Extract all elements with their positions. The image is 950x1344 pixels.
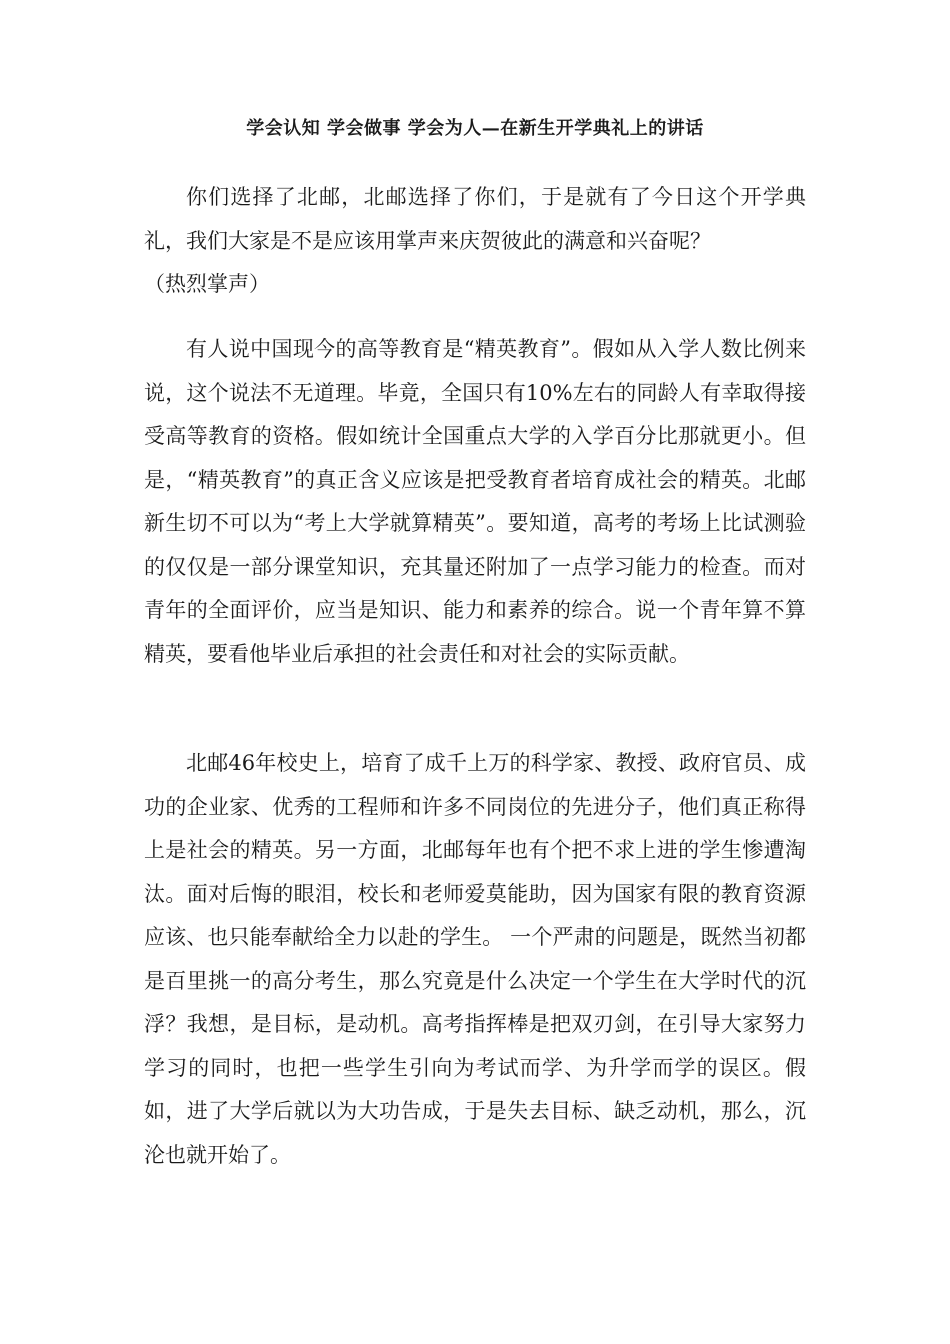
document-title: 学会认知 学会做事 学会为人—在新生开学典礼上的讲话	[246, 118, 704, 139]
paragraph-1-text: 你们选择了北邮，北邮选择了你们，于是就有了今日这个开学典礼，我们大家是不是应该用掌声来庆贺彼此的满意和兴奋呢？	[144, 185, 806, 253]
paragraph-1-note: （热烈掌声）	[144, 272, 270, 296]
paragraph-3: 北邮46年校史上，培育了成千上万的科学家、教授、政府官员、成功的企业家、优秀的工程师和许多不同岗位的先进分子，他们真正称得上是社会的精英。另一方面，北邮每年也有个把不求上进的学生惨遭淘汰。面对后悔的眼泪，校长和老师爱莫能助，因为国家有限的教育资源应该、也只能奉献给全力以赴的学生。 一个严肃的问题是，既然当初都是百里挑一的高分考生，那么究竟是什么决定一个学生在大学时代的沉浮？我想，是目标，是动机。高考指挥棒是把双刃剑，在引导大家努力学习的同时，也把一些学生引向为考试而学、为升学而学的误区。假如，进了大学后就以为大功告成，于是失去目标、缺乏动机，那么，沉沦也就开始了。	[144, 751, 806, 1167]
paragraph-2: 有人说中国现今的高等教育是“精英教育”。假如从入学人数比例来说，这个说法不无道理。毕竟，全国只有10%左右的同龄人有幸取得接受高等教育的资格。假如统计全国重点大学的入学百分比那就更小。但是，“精英教育”的真正含义应该是把受教育者培育成社会的精英。北邮新生切不可以为“考上大学就算精英”。要知道，高考的考场上比试测验的仅仅是一部分课堂知识，充其量还附加了一点学习能力的检查。而对青年的全面评价，应当是知识、能力和素养的综合。说一个青年算不算精英，要看他毕业后承担的社会责任和对社会的实际贡献。	[144, 337, 806, 666]
paragraph-1	[144, 176, 806, 307]
